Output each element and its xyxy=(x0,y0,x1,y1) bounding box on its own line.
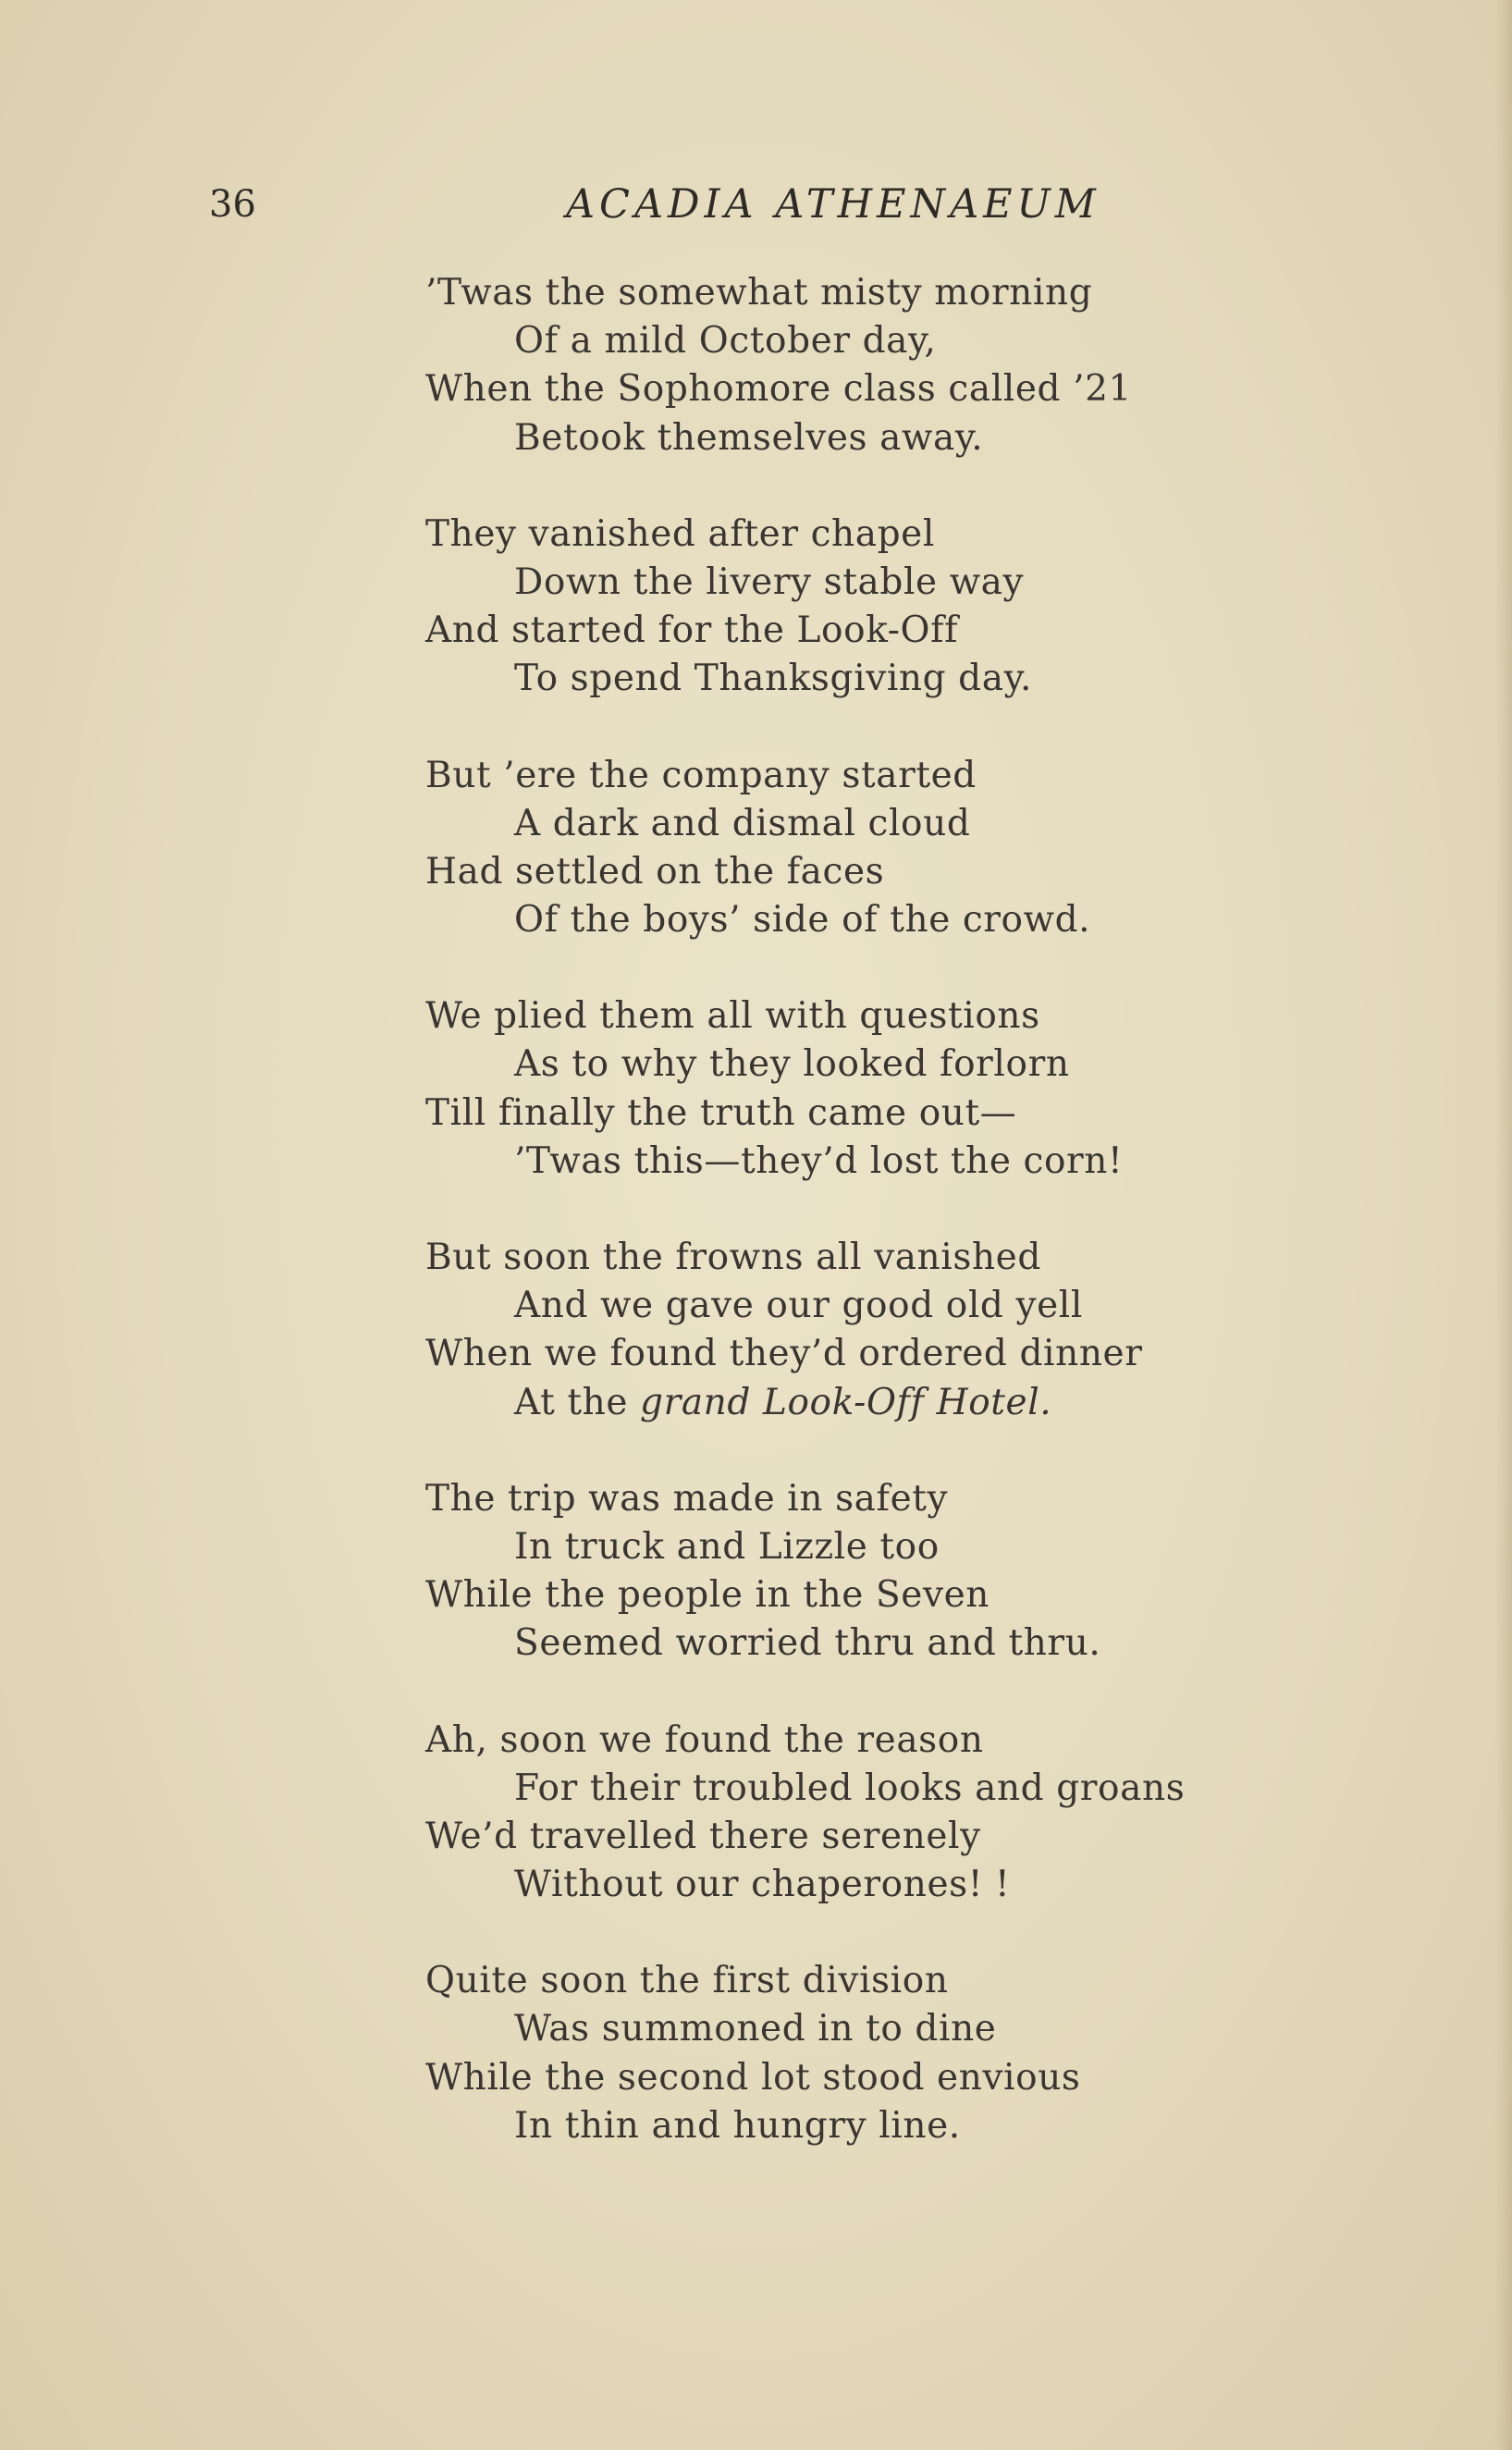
poem-line: But ’ere the company started xyxy=(425,754,977,796)
poem-line: In thin and hungry line. xyxy=(514,2104,961,2147)
poem-line: ’Twas the somewhat misty morning xyxy=(425,272,1093,314)
poem-line: In truck and Lizzle too xyxy=(514,1525,940,1568)
poem-line: And we gave our good old yell xyxy=(514,1285,1083,1327)
poem-line-mixed xyxy=(425,1379,1350,1427)
stanza-8 xyxy=(425,1957,1350,2150)
poem-line: While the people in the Seven xyxy=(425,1574,990,1617)
poem-line: When the Sophomore class called ’21 xyxy=(425,368,1132,411)
poem-line: Seemed worried thru and thru. xyxy=(514,1622,1101,1665)
poem-line: They vanished after chapel xyxy=(425,512,935,555)
poem-line: Down the livery stable way xyxy=(514,560,1025,603)
poem-line: And started for the Look-Off xyxy=(425,609,959,652)
poem-line: ’Twas this—they’d lost the corn! xyxy=(514,1139,1124,1182)
poem-line: For their troubled looks and groans xyxy=(514,1767,1186,1809)
poem-line: A dark and dismal cloud xyxy=(514,802,971,844)
poem-line: Had settled on the faces xyxy=(425,850,885,893)
stanza-4 xyxy=(425,992,1350,1186)
poem-line: Was summoned in to dine xyxy=(514,2008,997,2050)
poem-line: The trip was made in safety xyxy=(425,1477,949,1520)
page-edge-shadow xyxy=(1495,0,1512,2450)
page-number: 36 xyxy=(209,183,256,226)
poem-line: Betook themselves away. xyxy=(514,416,984,459)
poem-line: Of a mild October day, xyxy=(514,320,937,363)
poem-line: Of the boys’ side of the crowd. xyxy=(514,899,1091,942)
poem-line-italic-part: grand Look-Off Hotel. xyxy=(640,1381,1052,1423)
poem-line: Quite soon the first division xyxy=(425,1960,949,2002)
stanza-1 xyxy=(425,269,1350,462)
poem-line: But soon the frowns all vanished xyxy=(425,1237,1041,1278)
poem-line: When we found they’d ordered dinner xyxy=(425,1333,1143,1375)
poem-line: We’d travelled there serenely xyxy=(425,1815,981,1857)
stanza-5 xyxy=(425,1234,1350,1427)
poem-line-roman-part: At the xyxy=(514,1381,641,1423)
stanza-3 xyxy=(425,752,1350,945)
poem-line: We plied them all with questions xyxy=(425,995,1040,1038)
poem-line: Ah, soon we found the reason xyxy=(425,1718,984,1761)
poem xyxy=(425,269,1350,2198)
poem-line: While the second lot stood envious xyxy=(425,2056,1081,2099)
poem-line: As to why they looked forlorn xyxy=(514,1043,1070,1086)
poem-line: Till finally the truth came out— xyxy=(425,1091,1017,1134)
running-head-title: ACADIA ATHENAEUM xyxy=(566,181,1100,228)
poem-line: Without our chaperones! ! xyxy=(514,1864,1011,1906)
stanza-7 xyxy=(425,1717,1350,1910)
stanza-6 xyxy=(425,1475,1350,1668)
stanza-2 xyxy=(425,511,1350,704)
poem-line: To spend Thanksgiving day. xyxy=(514,658,1033,700)
